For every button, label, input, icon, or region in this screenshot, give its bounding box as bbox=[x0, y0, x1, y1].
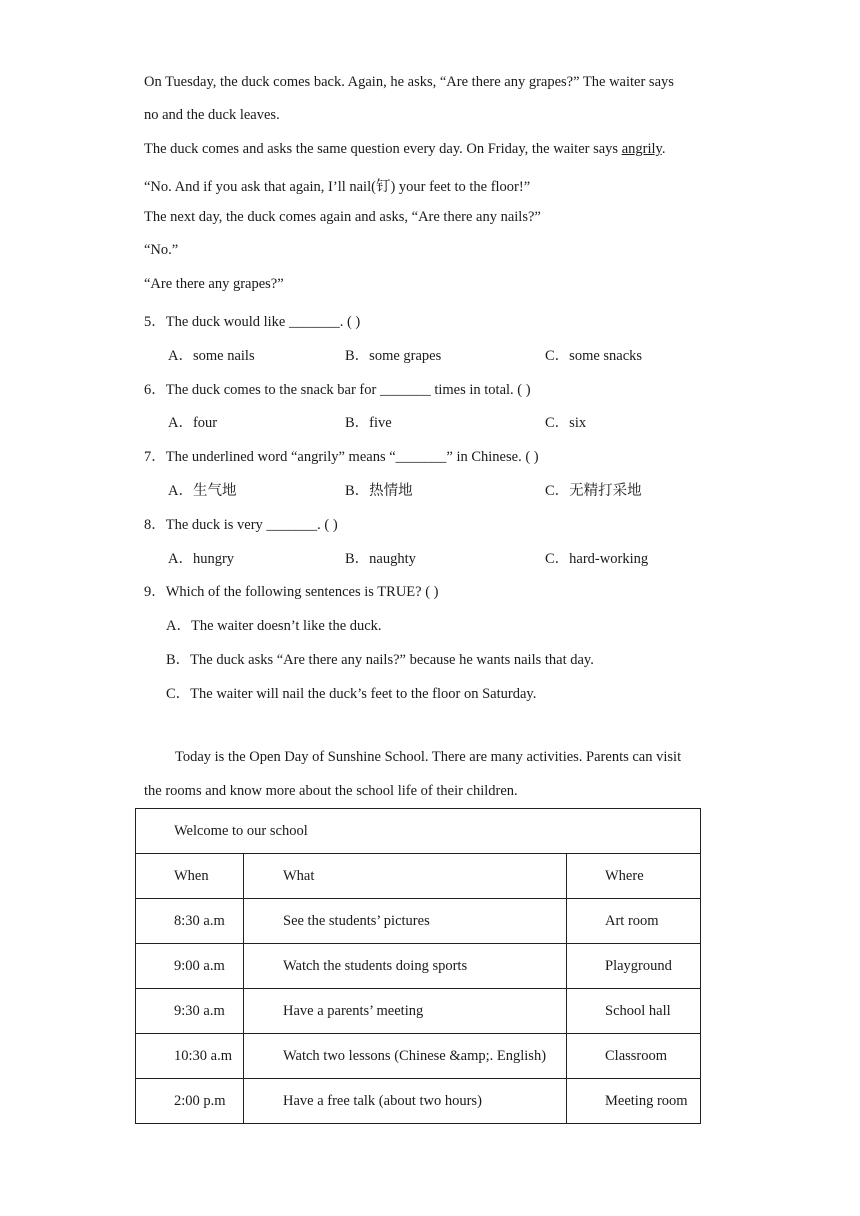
q5-option-a[interactable]: A．some nails bbox=[168, 348, 255, 364]
story-line-5: The next day, the duck comes again and asks, “Are there any nails?” bbox=[144, 209, 541, 225]
cell-what: Watch the students doing sports bbox=[244, 944, 567, 989]
story-line-2: no and the duck leaves. bbox=[144, 107, 280, 123]
cell-what: Have a free talk (about two hours) bbox=[244, 1079, 567, 1124]
table-row bbox=[136, 899, 701, 944]
cell-when: 9:30 a.m bbox=[136, 989, 244, 1034]
cell-what: Have a parents’ meeting bbox=[244, 989, 567, 1034]
story-line-4: “No. And if you ask that again, I’ll nail(钉) your feet to the floor!” bbox=[144, 179, 531, 195]
story-line-3-end: . bbox=[661, 141, 666, 157]
q7-option-a[interactable]: A．生气地 bbox=[168, 483, 237, 499]
header-where: Where bbox=[567, 854, 701, 899]
q8-option-a[interactable]: A．hungry bbox=[168, 551, 235, 567]
q6-option-a[interactable]: A．four bbox=[168, 415, 218, 431]
underlined-word: angrily bbox=[621, 141, 662, 157]
cell-where: Art room bbox=[567, 899, 701, 944]
question-5: 5．The duck would like _______. ( ) bbox=[144, 314, 361, 330]
q7-option-b[interactable]: B．热情地 bbox=[345, 483, 413, 499]
q6-option-b[interactable]: B．five bbox=[345, 415, 392, 431]
table-row bbox=[136, 944, 701, 989]
q8-option-b[interactable]: B．naughty bbox=[345, 551, 416, 567]
header-when: When bbox=[136, 854, 244, 899]
q5-option-b[interactable]: B．some grapes bbox=[345, 348, 442, 364]
schedule-table bbox=[135, 808, 701, 1124]
story-line-1: On Tuesday, the duck comes back. Again, he asks, “Are there any grapes?” The waiter says bbox=[144, 74, 674, 90]
story-line-7: “Are there any grapes?” bbox=[144, 276, 284, 292]
cell-when: 9:00 a.m bbox=[136, 944, 244, 989]
q6-option-c[interactable]: C．six bbox=[545, 415, 587, 431]
cell-when: 2:00 p.m bbox=[136, 1079, 244, 1124]
story-line-3-text: The duck comes and asks the same question every day. On Friday, the waiter says bbox=[144, 141, 622, 157]
table-row bbox=[136, 989, 701, 1034]
q8-option-c[interactable]: C．hard-working bbox=[545, 551, 649, 567]
cell-where: Classroom bbox=[567, 1034, 701, 1079]
question-9: 9．Which of the following sentences is TRUE? ( ) bbox=[144, 584, 439, 600]
q9-option-c[interactable]: C．The waiter will nail the duck’s feet to the floor on Saturday. bbox=[166, 686, 537, 702]
q9-option-b[interactable]: B．The duck asks “Are there any nails?” because he wants nails that day. bbox=[166, 652, 594, 668]
cell-where: Meeting room bbox=[567, 1079, 701, 1124]
cell-what: Watch two lessons (Chinese &amp;. English) bbox=[244, 1034, 567, 1079]
question-7: 7．The underlined word “angrily” means “_______” in Chinese. ( ) bbox=[144, 449, 539, 465]
table-header-row bbox=[136, 854, 701, 899]
q9-option-a[interactable]: A．The waiter doesn’t like the duck. bbox=[166, 618, 382, 634]
header-what: What bbox=[244, 854, 567, 899]
table-title: Welcome to our school bbox=[136, 809, 701, 854]
question-8: 8．The duck is very _______. ( ) bbox=[144, 517, 338, 533]
cell-what: See the students’ pictures bbox=[244, 899, 567, 944]
cell-when: 8:30 a.m bbox=[136, 899, 244, 944]
q7-option-c[interactable]: C．无精打采地 bbox=[545, 483, 642, 499]
cell-when: 10:30 a.m bbox=[136, 1034, 244, 1079]
table-row bbox=[136, 1079, 701, 1124]
passage2-line-2: the rooms and know more about the school life of their children. bbox=[144, 783, 518, 799]
cell-where: School hall bbox=[567, 989, 701, 1034]
table-title-row bbox=[136, 809, 701, 854]
story-line-3 bbox=[144, 141, 665, 158]
q5-option-c[interactable]: C．some snacks bbox=[545, 348, 643, 364]
question-6: 6．The duck comes to the snack bar for _______ times in total. ( ) bbox=[144, 382, 531, 398]
cell-where: Playground bbox=[567, 944, 701, 989]
table-row bbox=[136, 1034, 701, 1079]
passage2-line-1: Today is the Open Day of Sunshine School. There are many activities. Parents can visit bbox=[175, 749, 682, 765]
story-line-6: “No.” bbox=[144, 242, 179, 258]
